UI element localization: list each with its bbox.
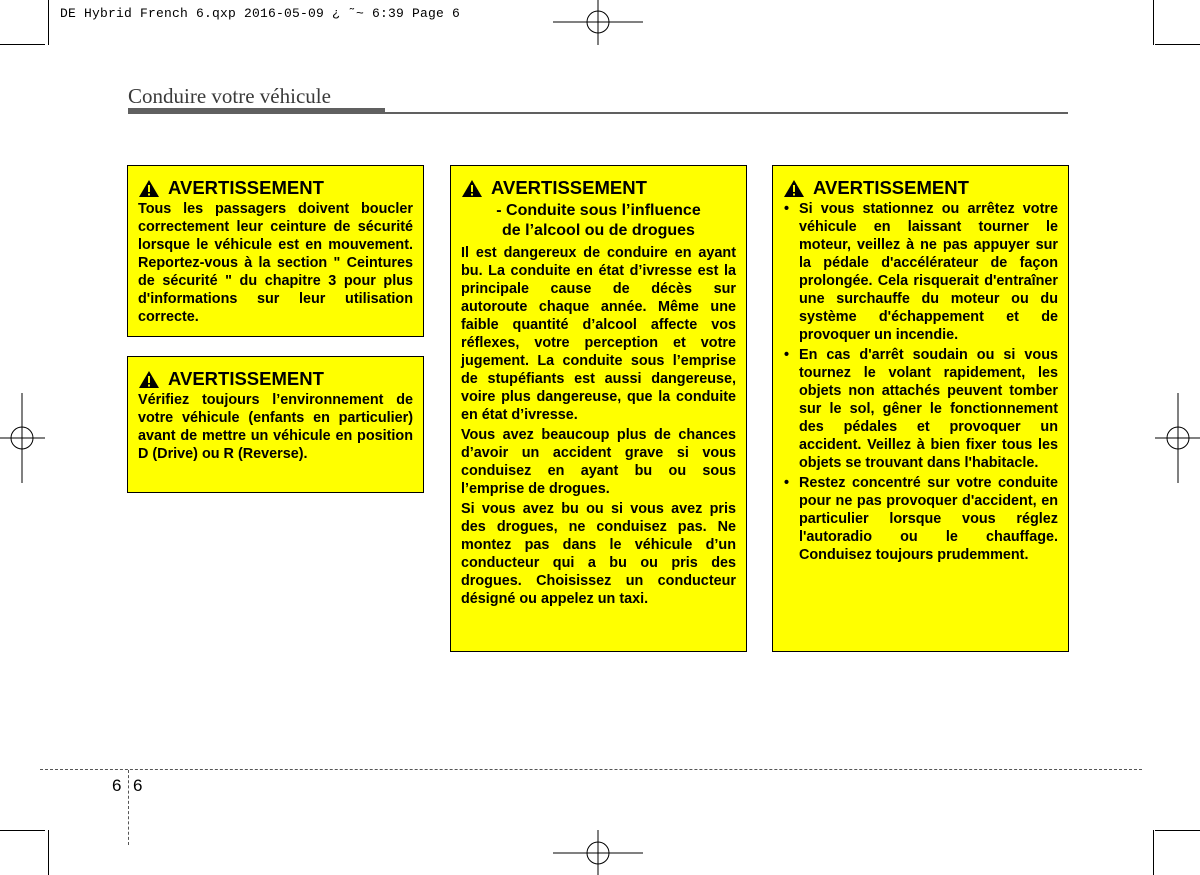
bullet-icon: •: [784, 475, 790, 491]
warning-heading: AVERTISSEMENT: [783, 177, 1058, 199]
registration-crosshair-icon: [553, 830, 643, 875]
warning-triangle-icon: [461, 179, 483, 198]
footer-rule: [40, 769, 1142, 770]
registration-crosshair-icon: [553, 0, 643, 45]
registration-crosshair-icon: [0, 393, 45, 483]
warning-heading: AVERTISSEMENT: [461, 177, 736, 199]
warning-text: Tous les passagers doivent boucler correctement leur ceinture de sécurité lorsque le véhicule est en mouvement. Reportez-vous à la section " Ceintures de sécurité " du chapitre 3 pour plus d'informations sur leur utilisation correcte.: [138, 201, 413, 325]
warning-triangle-icon: [138, 370, 160, 389]
title-rule-thin: [385, 112, 1068, 114]
warning-box-surroundings: [127, 356, 424, 493]
bullet-icon: •: [784, 201, 790, 217]
page-title: Conduire votre véhicule: [128, 84, 331, 108]
title-rule-thick: [128, 108, 385, 114]
warning-bullet-list: [783, 200, 1058, 564]
list-item: • Si vous stationnez ou arrêtez votre véhicule en laissant tourner le moteur, veillez à ne pas appuyer sur la pédale d'accélérateur de façon prolongée. Cela risquerait d'entraîner une surchauffe du moteur ou du système d'échappement et de provoquer un incendie.: [784, 201, 1058, 343]
list-item: • Restez concentré sur votre conduite pour ne pas provoquer d'accident, en particulier lorsque vous réglez l'autoradio ou le chauffage. Conduisez toujours prudemment.: [784, 475, 1058, 563]
warning-heading: AVERTISSEMENT: [138, 177, 413, 199]
warning-triangle-icon: [783, 179, 805, 198]
bullet-icon: •: [784, 347, 790, 363]
chapter-number: 6: [112, 776, 122, 795]
warning-text: Si vous avez bu ou si vous avez pris des drogues, ne conduisez pas. Ne montez pas dans le véhicule d’un conducteur qui a bu ou pris des drogues. Choisissez un conducteur désigné ou appelez un taxi.: [461, 501, 736, 607]
warning-box-seatbelt: [127, 165, 424, 337]
registration-crosshair-icon: [1155, 393, 1200, 483]
warning-text: Il est dangereux de conduire en ayant bu. La conduite en état d’ivresse est la principale cause de décès sur autoroute chaque année. Même une faible quantité d’alcool affecte vos réflexes, votre perception et votre jugement. La conduite sous l’emprise de stupéfiants est aussi dangereuse, voire plus dangereuse, que la conduite en état d’ivresse.: [461, 245, 736, 423]
footer-divider: [128, 770, 129, 845]
warning-text: Vous avez beaucoup plus de chances d’avoir un accident grave si vous conduisez en ayant bu ou sous l’emprise de drogues.: [461, 427, 736, 497]
warning-heading: AVERTISSEMENT: [138, 368, 413, 390]
warning-subheading: - Conduite sous l’influence de l’alcool ou de drogues: [496, 202, 701, 239]
list-item: • En cas d'arrêt soudain ou si vous tournez le volant rapidement, les objets non attachés peuvent tomber sur le sol, gêner le fonctionnement des pédales et provoquer un accident. Veillez à bien fixer tous les objets se trouvant dans l'habitacle.: [784, 347, 1058, 471]
warning-box-driving-attention: [772, 165, 1069, 652]
page-number: 6: [133, 776, 143, 795]
print-header: DE Hybrid French 6.qxp 2016-05-09 ¿ ˜~ 6:39 Page 6: [60, 6, 461, 21]
warning-text: Vérifiez toujours l’environnement de votre véhicule (enfants en particulier) avant de mettre un véhicule en position D (Drive) ou R (Reverse).: [138, 392, 413, 462]
warning-box-alcohol-drugs: [450, 165, 747, 652]
warning-triangle-icon: [138, 179, 160, 198]
